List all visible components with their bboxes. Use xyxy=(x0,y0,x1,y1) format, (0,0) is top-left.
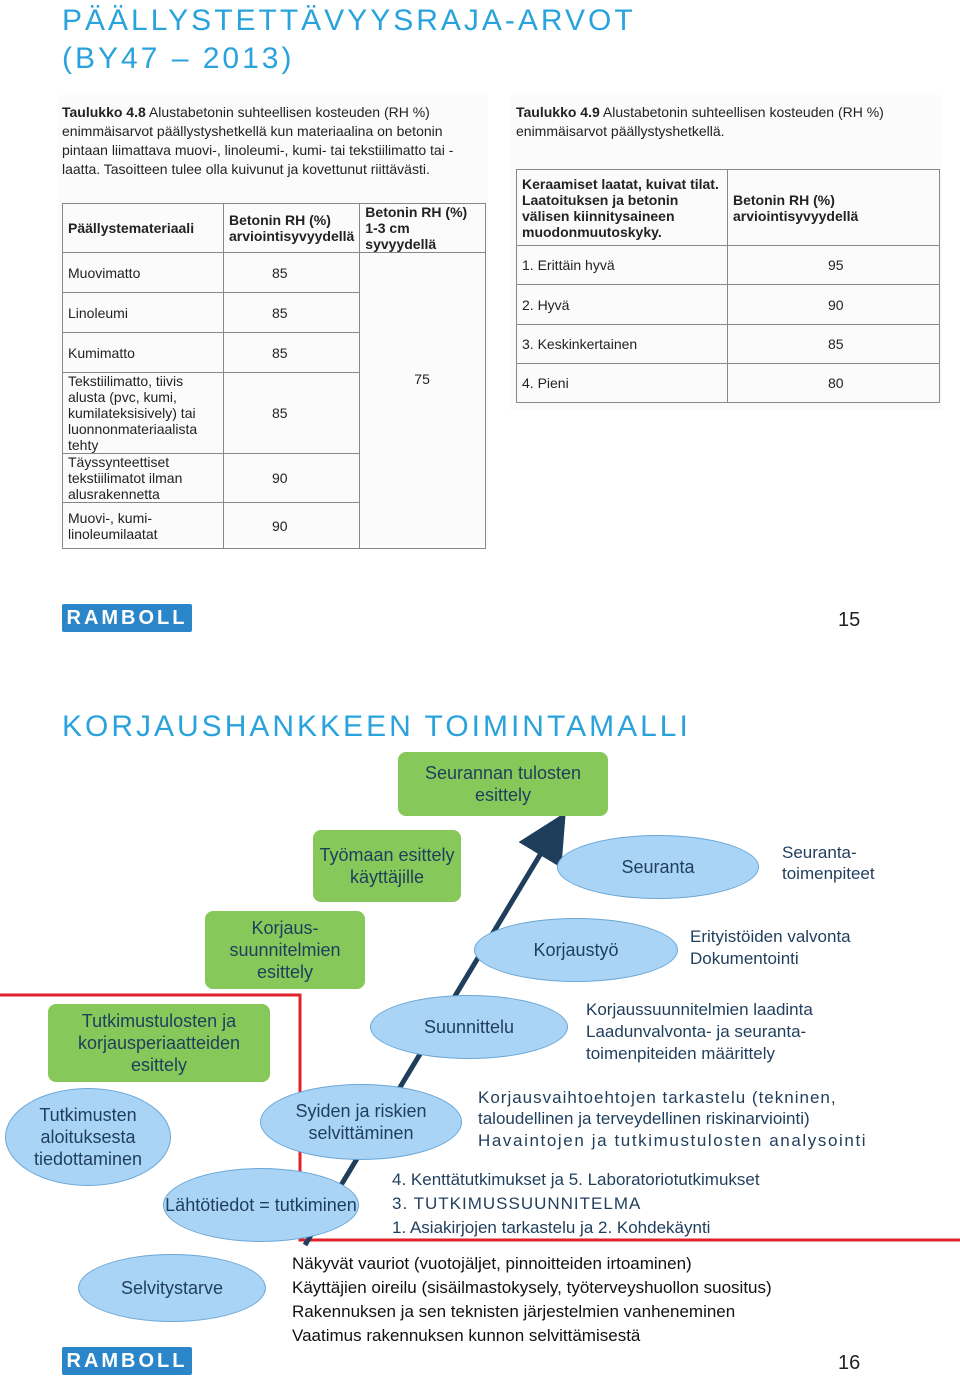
seuranta-ellipse: Seuranta xyxy=(557,835,759,899)
selvitystarve-ellipse: Selvitystarve xyxy=(78,1254,266,1322)
erityistoiden-note-1: Erityistöiden valvonta xyxy=(690,927,851,946)
table-cell: Muovi-, kumi- linoleumilaatat xyxy=(63,503,224,549)
tutkimukset-note-3: 1. Asiakirjojen tarkastelu ja 2. Kohdekäynti xyxy=(392,1218,711,1237)
vaihtoehdot-note-2: taloudellinen ja terveydellinen riskinarviointi) xyxy=(478,1109,810,1128)
tutkimustulosten-box: Tutkimustulosten ja korjausperiaatteiden esittely xyxy=(48,1004,270,1082)
erityistoiden-note-2: Dokumentointi xyxy=(690,949,799,968)
tutkimusten-ellipse: Tutkimusten aloituksesta tiedottaminen xyxy=(5,1088,171,1186)
table-4-8-caption: Taulukko 4.8 Alustabetonin suhteellisen kosteuden (RH %) enimmäisarvot päällystyshetkellä kun materiaalina on betonin pintaan liimattava muovi-, linoleumi-, kumi- tai tekstiilimatto tai -laatta. Tasoitteen tulee olla kuivunut ja kovettunut riittävästi. xyxy=(62,104,454,177)
table-cell: 90 xyxy=(728,285,940,324)
table-cell: Linoleumi xyxy=(63,293,224,333)
tarve-note-4: Vaatimus rakennuksen kunnon selvittämisestä xyxy=(292,1326,641,1345)
header-material: Päällystemateriaali xyxy=(63,204,224,253)
suunnitelmat-note-2: Laadunvalvonta- ja seuranta- xyxy=(586,1022,807,1041)
suunnittelu-ellipse: Suunnittelu xyxy=(370,995,568,1059)
tyomaan-box: Työmaan esittely käyttäjille xyxy=(313,830,461,902)
table-cell: 85 xyxy=(728,324,940,363)
slide2-title: KORJAUSHANKKEEN TOIMINTAMALLI xyxy=(62,710,691,743)
header-rh: Betonin RH (%) arviointisyvyydellä xyxy=(728,170,940,246)
table-cell: 2. Hyvä xyxy=(517,285,728,324)
shared-value-cell: 75 xyxy=(360,253,486,549)
page-number: 15 xyxy=(838,609,861,631)
vaihtoehdot-note-1: Korjausvaihtoehtojen tarkastelu (tekninen, xyxy=(478,1088,837,1107)
tutkimukset-note-2: 3. TUTKIMUSSUUNNITELMA xyxy=(392,1194,642,1213)
title-line-2: (BY47 – 2013) xyxy=(62,42,295,75)
title-line-1: PÄÄLLYSTETTÄVYYSRAJA-ARVOT xyxy=(62,4,636,37)
seurantatoimenpiteet-note: Seuranta-toimenpiteet xyxy=(782,843,875,883)
table-cell: 3. Keskinkertainen xyxy=(517,324,728,363)
table-cell: 4. Pieni xyxy=(517,363,728,402)
header-tile: Keraamiset laatat, kuivat tilat. Laatoituksen ja betonin välisen kiinnitysaineen muodonmuutoskyky. xyxy=(517,170,728,246)
table-cell: Tekstiilimatto, tiivis alusta (pvc, kumi, kumilateksisively) tai luonnonmateriaalista tehty xyxy=(63,373,224,454)
syiden-ellipse: Syiden ja riskien selvittäminen xyxy=(260,1084,462,1160)
ramboll-logo: RAMBOLL xyxy=(62,604,192,632)
header-rh-depth: Betonin RH (%) 1-3 cm syvyydellä xyxy=(360,204,486,253)
table-cell: 90 xyxy=(224,454,360,503)
korjaustyo-ellipse: Korjaustyö xyxy=(474,918,678,982)
vaihtoehdot-note-3: Havaintojen ja tutkimustulosten analysointi xyxy=(478,1131,868,1150)
table-cell: 85 xyxy=(224,293,360,333)
tarve-note-2: Käyttäjien oireilu (sisäilmastokysely, työterveyshuollon suositus) xyxy=(292,1278,772,1297)
table-cell: Kumimatto xyxy=(63,333,224,373)
seurannan-box: Seurannan tulosten esittely xyxy=(398,752,608,816)
table-cell: Täyssynteettiset tekstiilimatot ilman alusrakennetta xyxy=(63,454,224,503)
suunnitelmat-note-1: Korjaussuunnitelmien laadinta xyxy=(586,1000,813,1019)
header-rh: Betonin RH (%) arviointisyvyydellä xyxy=(224,204,360,253)
table-cell: 90 xyxy=(224,503,360,549)
table-cell: 85 xyxy=(224,333,360,373)
ramboll-logo: RAMBOLL xyxy=(62,1347,192,1375)
table-cell: 1. Erittäin hyvä xyxy=(517,246,728,285)
page-number: 16 xyxy=(838,1352,861,1374)
table-cell: 80 xyxy=(728,363,940,402)
tutkimukset-note-1: 4. Kenttätutkimukset ja 5. Laboratoriotutkimukset xyxy=(392,1170,760,1189)
table-cell: 95 xyxy=(728,246,940,285)
table-cell: Muovimatto xyxy=(63,253,224,293)
table-cell: 85 xyxy=(224,253,360,293)
tarve-note-1: Näkyvät vauriot (vuotojäljet, pinnoitteiden irtoaminen) xyxy=(292,1254,692,1273)
suunnitelmat-note-3: toimenpiteiden määrittely xyxy=(586,1044,775,1063)
korjaussuunnitelmien-box: Korjaus-suunnitelmien esittely xyxy=(205,911,365,989)
table-4-9-caption: Taulukko 4.9 Alustabetonin suhteellisen kosteuden (RH %) enimmäisarvot päällystyshetkellä. xyxy=(516,104,884,139)
table-cell: 85 xyxy=(224,373,360,454)
lahtotiedot-ellipse: Lähtötiedot = tutkiminen xyxy=(163,1168,359,1242)
tarve-note-3: Rakennuksen ja sen teknisten järjestelmien vanheneminen xyxy=(292,1302,736,1321)
